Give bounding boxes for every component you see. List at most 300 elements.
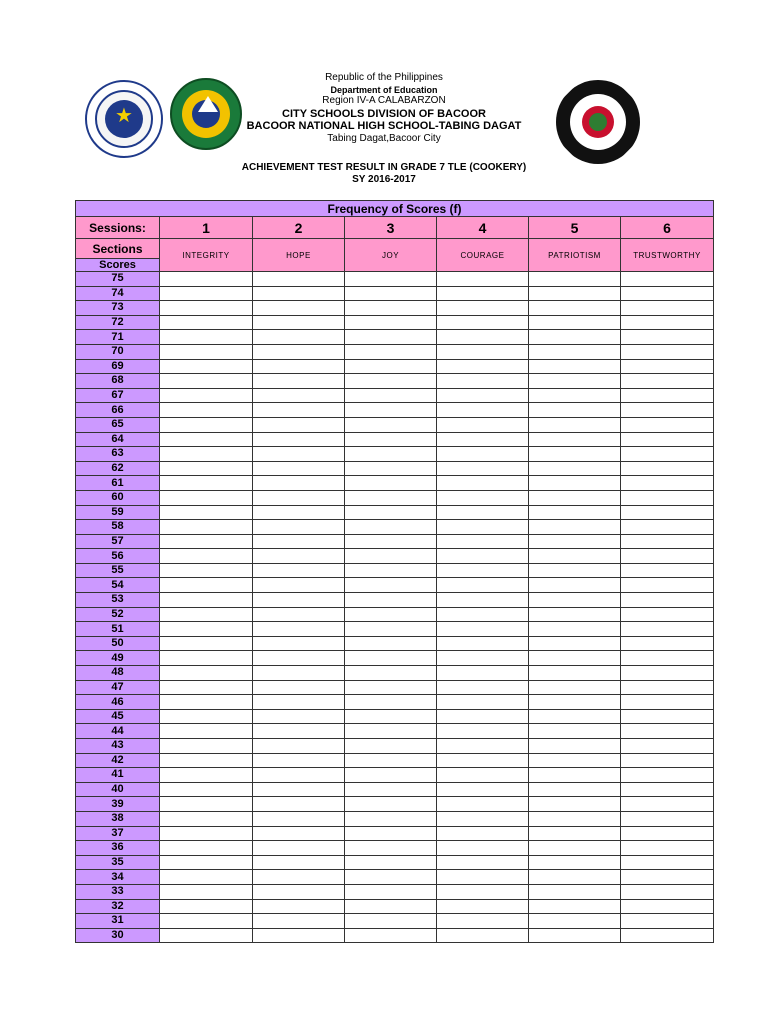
frequency-cell[interactable]: [345, 855, 437, 870]
frequency-cell[interactable]: [345, 739, 437, 754]
frequency-cell[interactable]: [437, 374, 529, 389]
frequency-cell[interactable]: [621, 666, 714, 681]
frequency-cell[interactable]: [529, 826, 621, 841]
frequency-cell[interactable]: [621, 680, 714, 695]
frequency-cell[interactable]: [345, 272, 437, 287]
frequency-cell[interactable]: [621, 272, 714, 287]
frequency-cell[interactable]: [345, 315, 437, 330]
frequency-cell[interactable]: [160, 855, 253, 870]
frequency-cell[interactable]: [345, 461, 437, 476]
frequency-cell[interactable]: [437, 505, 529, 520]
frequency-cell[interactable]: [253, 724, 345, 739]
frequency-cell[interactable]: [437, 928, 529, 943]
frequency-cell[interactable]: [253, 636, 345, 651]
frequency-cell[interactable]: [345, 549, 437, 564]
frequency-cell[interactable]: [160, 344, 253, 359]
frequency-cell[interactable]: [160, 607, 253, 622]
frequency-cell[interactable]: [437, 417, 529, 432]
frequency-cell[interactable]: [437, 607, 529, 622]
frequency-cell[interactable]: [345, 709, 437, 724]
frequency-cell[interactable]: [253, 782, 345, 797]
frequency-cell[interactable]: [345, 841, 437, 856]
frequency-cell[interactable]: [437, 359, 529, 374]
score-value: 42: [76, 753, 160, 768]
frequency-cell[interactable]: [621, 768, 714, 783]
frequency-cell[interactable]: [621, 855, 714, 870]
frequency-cell[interactable]: [529, 476, 621, 491]
score-value: 37: [76, 826, 160, 841]
score-value: 57: [76, 534, 160, 549]
score-value: 68: [76, 374, 160, 389]
frequency-cell[interactable]: [437, 534, 529, 549]
frequency-cell[interactable]: [160, 884, 253, 899]
score-value: 66: [76, 403, 160, 418]
frequency-cell[interactable]: [621, 476, 714, 491]
table-row: [76, 461, 714, 476]
frequency-cell[interactable]: [437, 432, 529, 447]
table-row: [76, 724, 714, 739]
score-value: 51: [76, 622, 160, 637]
frequency-cell[interactable]: [529, 388, 621, 403]
score-value: 61: [76, 476, 160, 491]
frequency-cell[interactable]: [621, 870, 714, 885]
frequency-cell[interactable]: [160, 636, 253, 651]
frequency-cell[interactable]: [160, 695, 253, 710]
frequency-cell[interactable]: [437, 826, 529, 841]
frequency-cell[interactable]: [160, 417, 253, 432]
frequency-cell[interactable]: [253, 841, 345, 856]
frequency-cell[interactable]: [345, 724, 437, 739]
frequency-cell[interactable]: [621, 505, 714, 520]
frequency-cell[interactable]: [253, 286, 345, 301]
frequency-cell[interactable]: [529, 344, 621, 359]
frequency-cell[interactable]: [345, 476, 437, 491]
frequency-cell[interactable]: [345, 374, 437, 389]
frequency-cell[interactable]: [621, 534, 714, 549]
frequency-cell[interactable]: [437, 578, 529, 593]
frequency-cell[interactable]: [345, 520, 437, 535]
frequency-cell[interactable]: [529, 782, 621, 797]
frequency-cell[interactable]: [437, 768, 529, 783]
table-row: [76, 403, 714, 418]
frequency-cell[interactable]: [345, 928, 437, 943]
frequency-cell[interactable]: [529, 841, 621, 856]
frequency-cell[interactable]: [529, 272, 621, 287]
frequency-cell[interactable]: [621, 563, 714, 578]
frequency-cell[interactable]: [253, 359, 345, 374]
frequency-cell[interactable]: [253, 403, 345, 418]
frequency-cell[interactable]: [529, 914, 621, 929]
frequency-cell[interactable]: [160, 447, 253, 462]
frequency-cell[interactable]: [345, 593, 437, 608]
frequency-cell[interactable]: [437, 724, 529, 739]
frequency-cell[interactable]: [621, 636, 714, 651]
table-row: [76, 695, 714, 710]
frequency-cell[interactable]: [529, 374, 621, 389]
frequency-cell[interactable]: [529, 636, 621, 651]
frequency-cell[interactable]: [621, 447, 714, 462]
frequency-cell[interactable]: [253, 563, 345, 578]
score-value: 58: [76, 520, 160, 535]
frequency-cell[interactable]: [160, 490, 253, 505]
frequency-cell[interactable]: [529, 607, 621, 622]
frequency-cell[interactable]: [345, 447, 437, 462]
frequency-cell[interactable]: [253, 476, 345, 491]
frequency-cell[interactable]: [345, 870, 437, 885]
frequency-cell[interactable]: [437, 739, 529, 754]
frequency-cell[interactable]: [621, 359, 714, 374]
frequency-cell[interactable]: [253, 914, 345, 929]
frequency-cell[interactable]: [437, 855, 529, 870]
frequency-cell[interactable]: [345, 417, 437, 432]
frequency-cell[interactable]: [160, 753, 253, 768]
frequency-cell[interactable]: [621, 928, 714, 943]
frequency-cell[interactable]: [621, 709, 714, 724]
frequency-cell[interactable]: [529, 666, 621, 681]
frequency-cell[interactable]: [621, 315, 714, 330]
frequency-cell[interactable]: [253, 374, 345, 389]
frequency-cell[interactable]: [621, 301, 714, 316]
frequency-cell[interactable]: [345, 768, 437, 783]
frequency-cell[interactable]: [160, 315, 253, 330]
frequency-cell[interactable]: [160, 899, 253, 914]
frequency-cell[interactable]: [253, 811, 345, 826]
frequency-cell[interactable]: [160, 651, 253, 666]
frequency-cell[interactable]: [529, 301, 621, 316]
frequency-cell[interactable]: [621, 884, 714, 899]
frequency-cell[interactable]: [253, 753, 345, 768]
frequency-cell[interactable]: [529, 520, 621, 535]
frequency-cell[interactable]: [160, 388, 253, 403]
frequency-cell[interactable]: [437, 520, 529, 535]
frequency-cell[interactable]: [529, 870, 621, 885]
frequency-cell[interactable]: [529, 884, 621, 899]
frequency-cell[interactable]: [345, 563, 437, 578]
frequency-cell[interactable]: [345, 826, 437, 841]
frequency-cell[interactable]: [345, 534, 437, 549]
score-value: 56: [76, 549, 160, 564]
frequency-cell[interactable]: [621, 914, 714, 929]
frequency-cell[interactable]: [529, 330, 621, 345]
frequency-cell[interactable]: [345, 782, 437, 797]
frequency-cell[interactable]: [345, 666, 437, 681]
frequency-cell[interactable]: [345, 811, 437, 826]
frequency-cell[interactable]: [345, 286, 437, 301]
frequency-cell[interactable]: [529, 286, 621, 301]
frequency-cell[interactable]: [437, 490, 529, 505]
frequency-cell[interactable]: [437, 330, 529, 345]
frequency-cell[interactable]: [253, 666, 345, 681]
frequency-cell[interactable]: [621, 374, 714, 389]
frequency-cell[interactable]: [437, 447, 529, 462]
frequency-cell[interactable]: [160, 301, 253, 316]
frequency-cell[interactable]: [621, 739, 714, 754]
frequency-cell[interactable]: [345, 899, 437, 914]
frequency-cell[interactable]: [160, 928, 253, 943]
frequency-cell[interactable]: [621, 520, 714, 535]
frequency-cell[interactable]: [345, 607, 437, 622]
frequency-cell[interactable]: [529, 724, 621, 739]
frequency-cell[interactable]: [529, 447, 621, 462]
frequency-cell[interactable]: [253, 826, 345, 841]
sessions-label: Sessions:: [76, 217, 160, 239]
table-row: [76, 666, 714, 681]
frequency-cell[interactable]: [529, 797, 621, 812]
frequency-cell[interactable]: [529, 651, 621, 666]
frequency-cell[interactable]: [529, 490, 621, 505]
frequency-cell[interactable]: [253, 739, 345, 754]
frequency-cell[interactable]: [437, 709, 529, 724]
frequency-cell[interactable]: [345, 490, 437, 505]
frequency-cell[interactable]: [160, 811, 253, 826]
frequency-cell[interactable]: [160, 505, 253, 520]
frequency-cell[interactable]: [160, 563, 253, 578]
frequency-cell[interactable]: [529, 549, 621, 564]
frequency-cell[interactable]: [253, 855, 345, 870]
frequency-cell[interactable]: [529, 709, 621, 724]
frequency-cell[interactable]: [253, 928, 345, 943]
frequency-cell[interactable]: [253, 768, 345, 783]
frequency-cell[interactable]: [529, 593, 621, 608]
frequency-cell[interactable]: [160, 768, 253, 783]
frequency-cell[interactable]: [621, 811, 714, 826]
frequency-cell[interactable]: [437, 622, 529, 637]
frequency-cell[interactable]: [253, 607, 345, 622]
frequency-cell[interactable]: [253, 534, 345, 549]
frequency-cell[interactable]: [160, 578, 253, 593]
frequency-cell[interactable]: [529, 534, 621, 549]
frequency-cell[interactable]: [529, 359, 621, 374]
frequency-cell[interactable]: [437, 476, 529, 491]
frequency-cell[interactable]: [160, 476, 253, 491]
frequency-cell[interactable]: [345, 578, 437, 593]
frequency-cell[interactable]: [529, 315, 621, 330]
frequency-cell[interactable]: [437, 651, 529, 666]
frequency-cell[interactable]: [621, 782, 714, 797]
frequency-cell[interactable]: [160, 593, 253, 608]
frequency-cell[interactable]: [621, 622, 714, 637]
frequency-cell[interactable]: [160, 272, 253, 287]
frequency-cell[interactable]: [345, 651, 437, 666]
frequency-cell[interactable]: [437, 797, 529, 812]
frequency-cell[interactable]: [437, 782, 529, 797]
frequency-cell[interactable]: [253, 651, 345, 666]
frequency-cell[interactable]: [253, 870, 345, 885]
frequency-cell[interactable]: [160, 666, 253, 681]
frequency-cell[interactable]: [529, 855, 621, 870]
frequency-cell[interactable]: [345, 301, 437, 316]
frequency-cell[interactable]: [437, 870, 529, 885]
frequency-cell[interactable]: [437, 286, 529, 301]
frequency-cell[interactable]: [253, 899, 345, 914]
frequency-cell[interactable]: [437, 563, 529, 578]
frequency-cell[interactable]: [345, 636, 437, 651]
frequency-cell[interactable]: [253, 578, 345, 593]
frequency-cell[interactable]: [345, 680, 437, 695]
frequency-cell[interactable]: [529, 753, 621, 768]
frequency-cell[interactable]: [437, 549, 529, 564]
frequency-cell[interactable]: [345, 753, 437, 768]
frequency-cell[interactable]: [345, 403, 437, 418]
frequency-cell[interactable]: [621, 490, 714, 505]
frequency-cell[interactable]: [437, 811, 529, 826]
frequency-cell[interactable]: [621, 432, 714, 447]
table-row: [76, 753, 714, 768]
frequency-cell[interactable]: [621, 724, 714, 739]
frequency-cell[interactable]: [437, 841, 529, 856]
frequency-cell[interactable]: [253, 490, 345, 505]
frequency-cell[interactable]: [621, 388, 714, 403]
frequency-cell[interactable]: [437, 301, 529, 316]
frequency-cell[interactable]: [621, 593, 714, 608]
header-school: BACOOR NATIONAL HIGH SCHOOL-TABING DAGAT: [246, 120, 522, 132]
frequency-cell[interactable]: [529, 695, 621, 710]
frequency-cell[interactable]: [160, 782, 253, 797]
frequency-cell[interactable]: [253, 315, 345, 330]
frequency-cell[interactable]: [160, 374, 253, 389]
frequency-cell[interactable]: [253, 695, 345, 710]
frequency-cell[interactable]: [437, 666, 529, 681]
frequency-cell[interactable]: [529, 578, 621, 593]
frequency-cell[interactable]: [253, 344, 345, 359]
table-row: [76, 593, 714, 608]
frequency-cell[interactable]: [253, 432, 345, 447]
table-row: [76, 739, 714, 754]
frequency-cell[interactable]: [437, 914, 529, 929]
frequency-cell[interactable]: [529, 563, 621, 578]
frequency-cell[interactable]: [621, 753, 714, 768]
frequency-cell[interactable]: [345, 432, 437, 447]
frequency-cell[interactable]: [345, 505, 437, 520]
frequency-cell[interactable]: [160, 520, 253, 535]
frequency-cell[interactable]: [529, 811, 621, 826]
frequency-cell[interactable]: [160, 534, 253, 549]
frequency-cell[interactable]: [160, 286, 253, 301]
frequency-cell[interactable]: [621, 549, 714, 564]
frequency-cell[interactable]: [253, 461, 345, 476]
frequency-cell[interactable]: [437, 344, 529, 359]
frequency-cell[interactable]: [253, 622, 345, 637]
frequency-cell[interactable]: [529, 928, 621, 943]
frequency-cell[interactable]: [160, 724, 253, 739]
frequency-cell[interactable]: [253, 520, 345, 535]
frequency-cell[interactable]: [621, 417, 714, 432]
frequency-cell[interactable]: [345, 388, 437, 403]
frequency-cell[interactable]: [345, 344, 437, 359]
frequency-cell[interactable]: [529, 899, 621, 914]
score-value: 59: [76, 505, 160, 520]
frequency-cell[interactable]: [160, 359, 253, 374]
frequency-cell[interactable]: [253, 388, 345, 403]
frequency-cell[interactable]: [529, 622, 621, 637]
table-row: [76, 490, 714, 505]
frequency-cell[interactable]: [160, 461, 253, 476]
frequency-cell[interactable]: [621, 578, 714, 593]
frequency-cell[interactable]: [160, 330, 253, 345]
frequency-cell[interactable]: [621, 403, 714, 418]
score-value: 73: [76, 301, 160, 316]
frequency-cell[interactable]: [621, 695, 714, 710]
frequency-cell[interactable]: [160, 622, 253, 637]
frequency-cell[interactable]: [437, 315, 529, 330]
frequency-cell[interactable]: [160, 739, 253, 754]
frequency-cell[interactable]: [345, 330, 437, 345]
frequency-cell[interactable]: [529, 768, 621, 783]
frequency-cell[interactable]: [529, 432, 621, 447]
frequency-cell[interactable]: [253, 549, 345, 564]
frequency-cell[interactable]: [160, 870, 253, 885]
frequency-cell[interactable]: [253, 447, 345, 462]
frequency-cell[interactable]: [621, 651, 714, 666]
frequency-cell[interactable]: [437, 388, 529, 403]
frequency-cell[interactable]: [160, 826, 253, 841]
frequency-cell[interactable]: [529, 403, 621, 418]
frequency-cell[interactable]: [345, 695, 437, 710]
frequency-cell[interactable]: [621, 797, 714, 812]
frequency-cell[interactable]: [345, 914, 437, 929]
frequency-cell[interactable]: [621, 607, 714, 622]
frequency-cell[interactable]: [621, 330, 714, 345]
frequency-cell[interactable]: [529, 680, 621, 695]
frequency-cell[interactable]: [253, 505, 345, 520]
frequency-cell[interactable]: [437, 272, 529, 287]
frequency-cell[interactable]: [529, 739, 621, 754]
frequency-cell[interactable]: [253, 709, 345, 724]
frequency-cell[interactable]: [160, 709, 253, 724]
frequency-cell[interactable]: [160, 403, 253, 418]
frequency-cell[interactable]: [160, 841, 253, 856]
frequency-cell[interactable]: [437, 680, 529, 695]
frequency-cell[interactable]: [437, 461, 529, 476]
frequency-cell[interactable]: [529, 461, 621, 476]
frequency-cell[interactable]: [621, 344, 714, 359]
frequency-cell[interactable]: [253, 301, 345, 316]
frequency-cell[interactable]: [253, 330, 345, 345]
frequency-cell[interactable]: [621, 286, 714, 301]
frequency-cell[interactable]: [437, 753, 529, 768]
frequency-cell[interactable]: [253, 417, 345, 432]
frequency-cell[interactable]: [437, 695, 529, 710]
frequency-cell[interactable]: [160, 797, 253, 812]
frequency-cell[interactable]: [621, 461, 714, 476]
frequency-cell[interactable]: [437, 636, 529, 651]
frequency-cell[interactable]: [253, 680, 345, 695]
frequency-cell[interactable]: [160, 914, 253, 929]
frequency-cell[interactable]: [529, 505, 621, 520]
frequency-cell[interactable]: [160, 680, 253, 695]
frequency-cell[interactable]: [529, 417, 621, 432]
frequency-cell[interactable]: [621, 826, 714, 841]
frequency-cell[interactable]: [437, 899, 529, 914]
frequency-cell[interactable]: [253, 884, 345, 899]
frequency-cell[interactable]: [345, 884, 437, 899]
frequency-cell[interactable]: [160, 432, 253, 447]
score-value: 35: [76, 855, 160, 870]
frequency-cell[interactable]: [345, 622, 437, 637]
frequency-cell[interactable]: [160, 549, 253, 564]
frequency-cell[interactable]: [253, 593, 345, 608]
frequency-cell[interactable]: [345, 359, 437, 374]
frequency-cell[interactable]: [437, 403, 529, 418]
frequency-cell[interactable]: [621, 899, 714, 914]
score-value: 63: [76, 447, 160, 462]
frequency-cell[interactable]: [437, 884, 529, 899]
frequency-cell[interactable]: [253, 797, 345, 812]
frequency-cell[interactable]: [621, 841, 714, 856]
frequency-cell[interactable]: [437, 593, 529, 608]
frequency-cell[interactable]: [345, 797, 437, 812]
frequency-cell[interactable]: [253, 272, 345, 287]
